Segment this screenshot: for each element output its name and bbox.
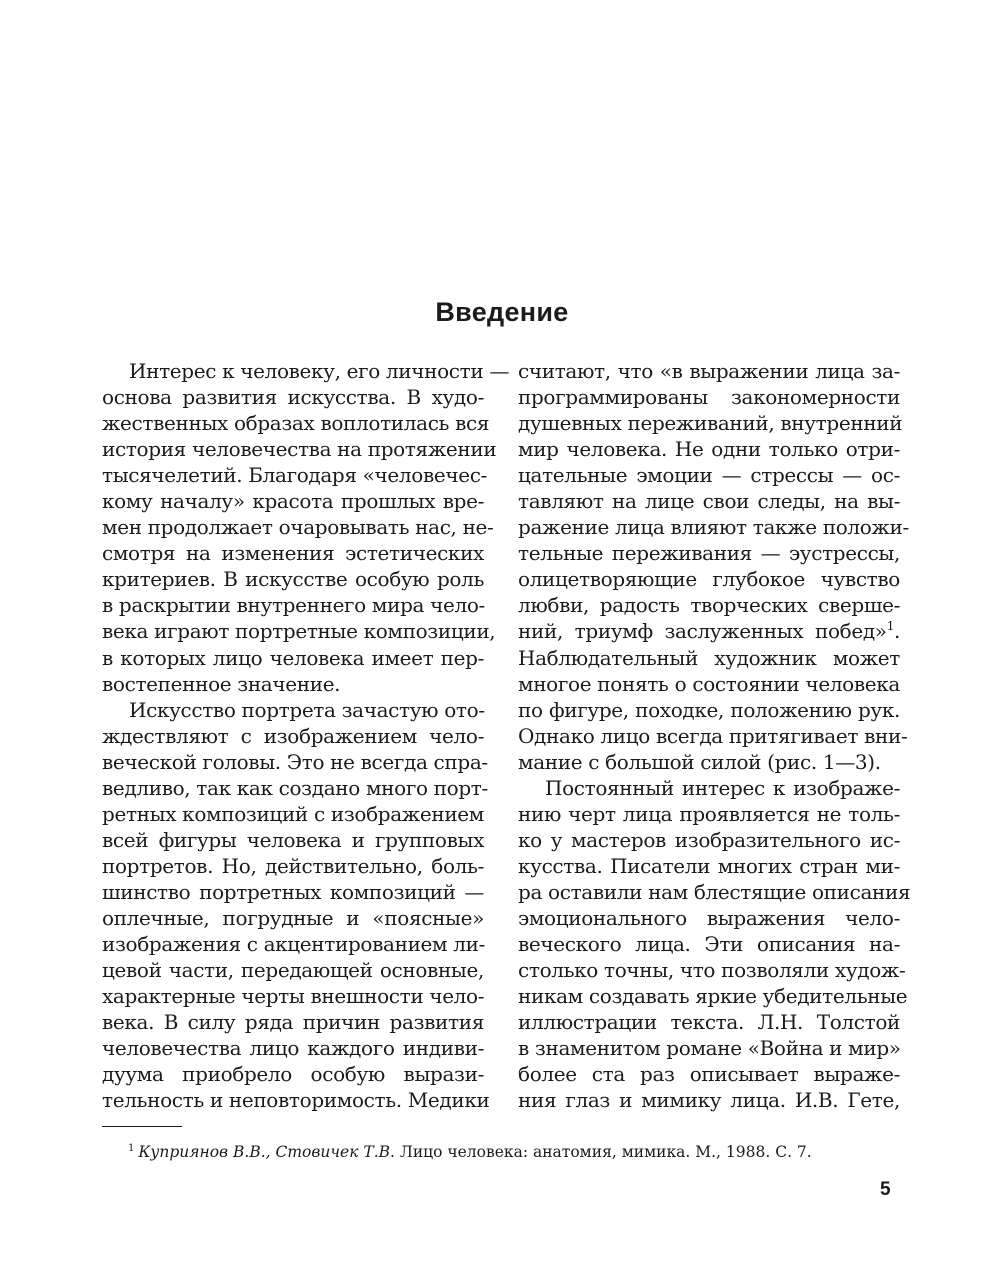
text-line-content: Наблюдательный художник может [518,645,900,670]
text-line [102,436,497,462]
text-line-content: многое понять о состоянии человека [518,671,900,696]
text-line [518,749,900,775]
text-line [518,358,900,384]
text-line [518,1035,900,1061]
text-line [102,592,484,618]
text-line-content: цевой части, передающей основные, [102,958,484,983]
text-line-content: считают, что «в выражении лица за- [518,359,900,383]
text-column-left [102,358,510,1113]
text-line-content: мир человека. Не одни только отри- [518,437,900,462]
text-line-content: более ста раз описывает выраже- [518,1062,900,1087]
text-line-content: всей фигуры человека и групповых [102,827,484,852]
text-line [102,384,484,410]
text-line [102,697,484,723]
text-line [102,853,484,879]
text-line [518,566,900,592]
text-line-content: Искусство портрета зачастую ото- [129,697,485,722]
text-line-content: Постоянный интерес к изображе- [545,775,900,800]
text-line-content: тельные переживания — эустрессы, [518,541,900,566]
text-line-content: иллюстрации текста. Л.Н. Толстой [518,1010,900,1035]
text-line [518,957,906,983]
text-line-content: эмоционального выражения чело- [518,905,900,930]
text-line-content: кусства. Писатели многих стран ми- [518,853,900,878]
text-line [518,384,900,410]
text-line [102,905,484,931]
text-line-content: веческой головы. Это не всегда спра- [102,749,488,774]
text-line [102,410,490,436]
text-line [102,514,494,540]
text-column-right [518,358,911,1113]
text-line-content: программированы закономерности [518,385,900,410]
text-line-content: критериев. В искусстве особую роль [102,567,484,592]
text-line [102,749,488,775]
text-line [518,462,900,488]
text-line-content: ретных композиций с изображением [102,801,484,826]
text-line [518,905,900,931]
text-line-content: ждествляют с изображением чело- [102,723,484,748]
text-line [102,1087,490,1113]
text-line [102,983,484,1009]
text-line-content: нию черт лица проявляется не толь- [518,801,900,826]
footnote-reference: 1 [886,619,894,634]
text-line-content: века. В силу ряда причин развития [102,1010,484,1035]
footnote-authors: Куприянов В.В., Стовичек Т.В. [138,1143,395,1161]
text-line [102,957,484,983]
text-line-content: столько точны, что позволяли худож- [518,958,906,983]
text-line-content: ко у мастеров изобразительного ис- [518,827,900,852]
text-line [102,358,510,384]
text-line-content: Интерес к человеку, его личности — [129,359,510,383]
text-line-content: ражение лица влияют также положи- [518,515,909,540]
text-line-content: тавляют на лице свои следы, на вы- [518,489,900,514]
text-line-content: человечества лицо каждого индиви- [102,1036,484,1061]
text-line [518,540,900,566]
text-line [518,436,900,462]
text-line [102,723,484,749]
text-line [102,462,487,488]
text-line [518,697,900,723]
footnote [128,1138,812,1163]
text-line-content: портретов. Но, действительно, боль- [102,853,484,878]
text-line [518,1009,900,1035]
text-line-content: мен продолжает очаровывать нас, не- [102,515,494,540]
text-line-content: душевных переживаний, внутренний [518,411,903,436]
text-line-content: в которых лицо человека имеет пер- [102,645,484,670]
footnote-marker: 1 [128,1143,135,1154]
footnote-text: Лицо человека: анатомия, мимика. М., 1988. С. 7. [394,1143,812,1161]
text-line [102,645,484,671]
text-line [518,671,900,697]
text-line [102,1009,484,1035]
text-line-content: изображения с акцентированием ли- [102,932,486,957]
text-line [102,801,484,827]
text-line [102,671,484,697]
text-line-content: история человечества на протяжении [102,437,497,462]
text-line [102,827,484,853]
text-line-content: в знаменитом романе «Война и мир» [518,1036,901,1061]
text-line [102,879,484,905]
text-line [102,618,496,644]
text-line [102,931,484,957]
text-line-content: века играют портретные композиции, [102,619,496,644]
text-line [518,879,911,905]
text-line [518,592,900,618]
text-line-content: веческого лица. Эти описания на- [518,932,900,957]
page-number: 5 [880,1179,891,1200]
text-line-content: дуума приобрело особую вырази- [102,1062,484,1087]
text-line-content: Однако лицо всегда притягивает вни- [518,723,908,748]
text-line-content: в раскрытии внутреннего мира чело- [102,593,485,618]
text-line [518,853,900,879]
text-line [102,1035,484,1061]
text-line: ний, триумф заслуженных побед»$^1$. [518,619,900,644]
text-line [518,931,900,957]
text-line-content: жественных образах воплотилась вся [102,411,490,436]
text-line [518,514,909,540]
text-line-content: кому началу» красота прошлых вре- [102,489,484,514]
text-line [518,827,900,853]
text-line-content: шинство портретных композиций — [102,879,484,904]
text-line-content: никам создавать яркие убедительные [518,984,908,1009]
text-line-content: цательные эмоции — стрессы — ос- [518,463,900,488]
text-line [102,1061,484,1087]
text-line [518,801,900,827]
text-line-content: мание с большой силой (рис. 1—3). [518,749,881,774]
text-line [518,488,900,514]
text-line [102,540,484,566]
text-line-content: ра оставили нам блестящие описания [518,879,911,904]
text-line-content: тысячелетий. Благодаря «человечес- [102,463,487,488]
footnote-divider [102,1126,182,1127]
text-line [518,983,908,1009]
text-line [518,1061,900,1087]
text-line-content: основа развития искусства. В худо- [102,385,484,410]
text-line-content: ний, триумф заслуженных побед» [518,619,887,644]
text-line-content: ведливо, так как создано много порт- [102,775,488,800]
text-line [518,723,908,749]
text-line [102,566,484,592]
text-line-content: оплечные, погрудные и «поясные» [102,905,484,930]
text-line [518,645,900,671]
text-line [518,1087,900,1113]
text-line [518,410,903,436]
text-line-content: смотря на изменения эстетических [102,541,484,566]
text-line-content: характерные черты внешности чело- [102,984,485,1009]
text-line-content: по фигуре, походке, положению рук. [518,697,900,722]
text-line [518,775,900,801]
text-line-content: востепенное значение. [102,671,341,696]
page-title: Введение [435,297,569,327]
text-line [102,775,488,801]
text-line-content: любви, радость творческих сверше- [518,593,900,618]
text-line [102,488,484,514]
text-line-content: олицетворяющие глубокое чувство [518,567,900,592]
text-line-content: ния глаз и мимику лица. И.В. Гете, [518,1088,900,1113]
text-line-content: тельность и неповторимость. Медики [102,1088,490,1113]
